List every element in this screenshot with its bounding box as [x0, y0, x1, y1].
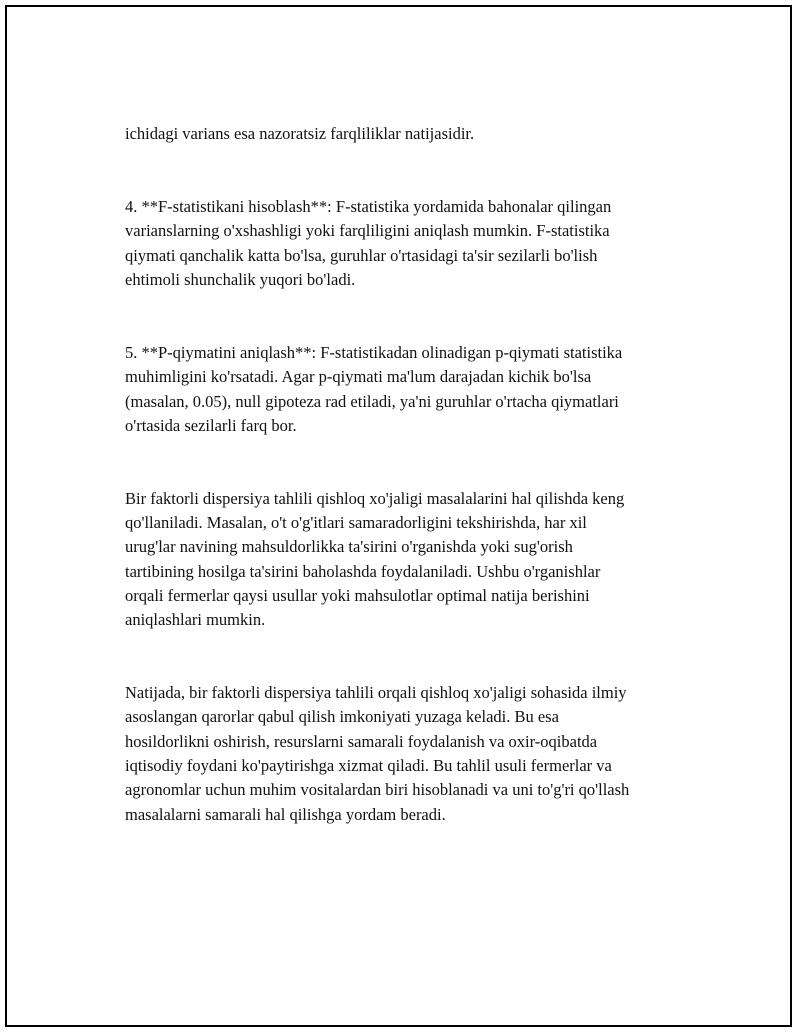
paragraph-conclusion: Natijada, bir faktorli dispersiya tahlili orqali qishloq xo'jaligi sohasida ilmiy asoslangan qarorlar qabul qilish imkoniyati yuzaga keladi. Bu esa hosildorlikni oshirish, resurslarni samarali foydalanish va oxir-oqibatda iqtisodiy foydani ko'paytirishga xizmat qiladi. Bu tahlil usuli fermerlar va agronomlar uchun muhim vositalardan biri hisoblanadi va uni to'g'ri qo'llash masalalarni samarali hal qilishga yordam beradi.: [125, 683, 630, 824]
paragraph-p-value: 5. **P-qiymatini aniqlash**: F-statistikadan olinadigan p-qiymati statistika muhimligini ko'rsatadi. Agar p-qiymati ma'lum darajadan kichik bo'lsa (masalan, 0.05), null gipoteza rad etiladi, ya'ni guruhlar o'rtacha qiymatlari o'rtasida sezilarli farq bor.: [125, 342, 623, 435]
document-body: [125, 98, 705, 876]
paragraph-f-statistic: 4. **F-statistikani hisoblash**: F-statistika yordamida bahonalar qilingan varianslarning o'xshashligi yoki farqliligini aniqlash mumkin. F-statistika qiymati qanchalik katta bo'lsa, guruhlar o'rtasidagi ta'sir sezilarli bo'lish ehtimoli shunchalik yuqori bo'ladi.: [125, 197, 612, 290]
paragraph-continuation: ichidagi varians esa nazoratsiz farqliliklar natijasidir.: [125, 124, 475, 144]
page-frame: [5, 5, 792, 1027]
paragraph-agriculture-use: Bir faktorli dispersiya tahlili qishloq xo'jaligi masalalarini hal qilishda keng qo'llaniladi. Masalan, o't o'g'itlari samaradorligini tekshirishda, har xil urug'lar navining mahsuldorlikka ta'sirini o'rganishda yoki sug'orish tartibining hosilga ta'sirini baholashda foydalaniladi. Ushbu o'rganishlar orqali fermerlar qaysi usullar yoki mahsulotlar optimal natija berishini aniqlashlari mumkin.: [125, 488, 625, 630]
